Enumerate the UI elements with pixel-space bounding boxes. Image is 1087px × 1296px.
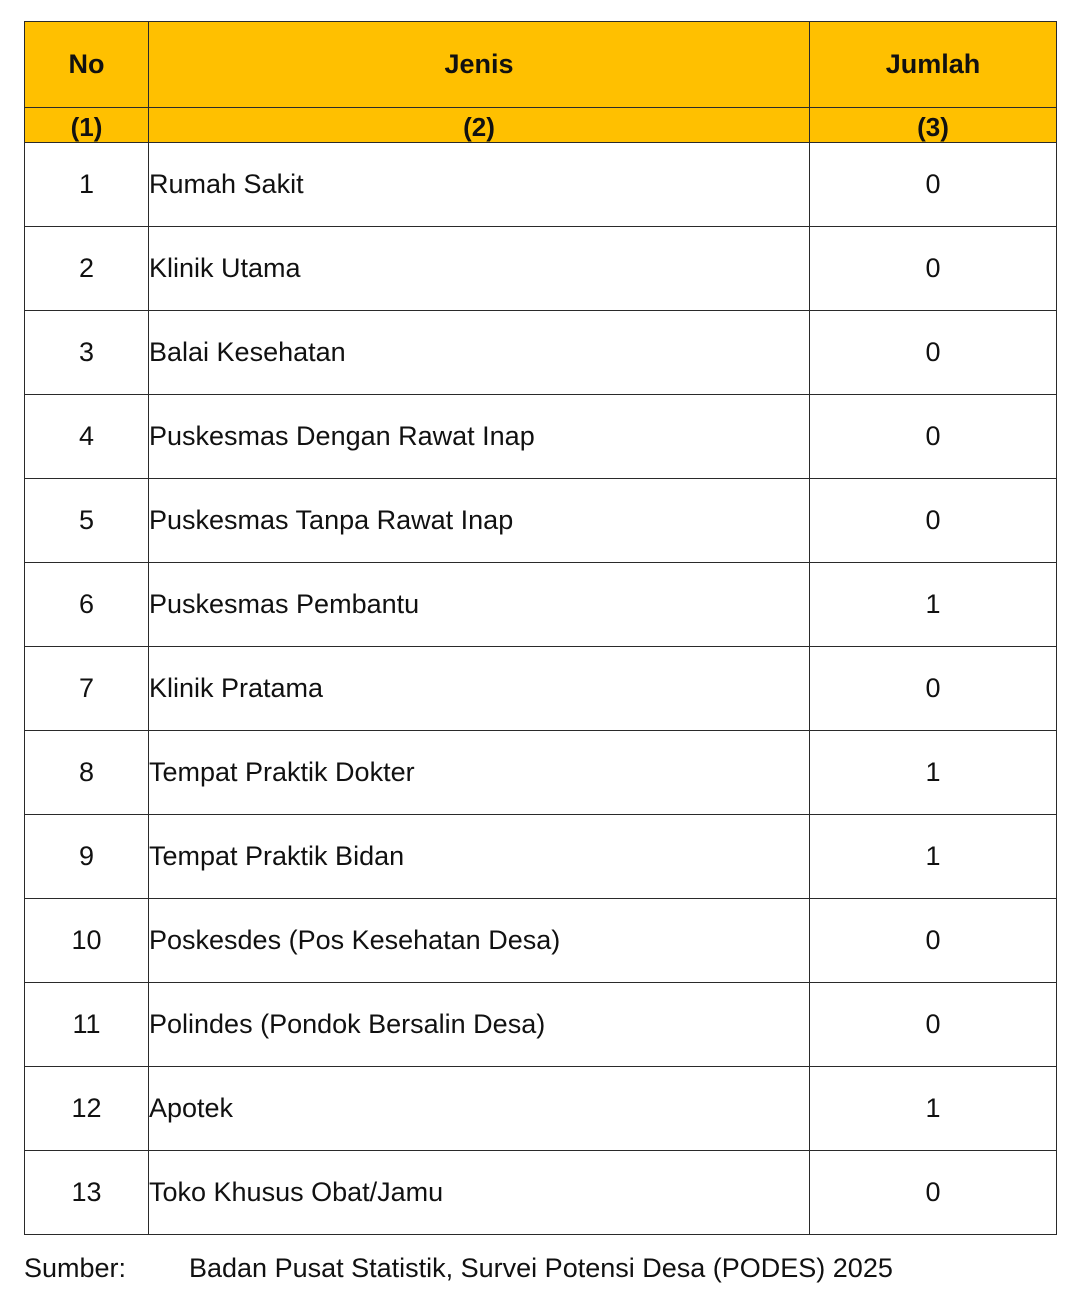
- cell-no: 13: [25, 1151, 149, 1235]
- header-jumlah: Jumlah: [810, 22, 1057, 108]
- cell-jenis: Tempat Praktik Dokter: [149, 731, 810, 815]
- cell-jenis: Polindes (Pondok Bersalin Desa): [149, 983, 810, 1067]
- cell-jumlah: 0: [810, 899, 1057, 983]
- table-row: [25, 1067, 1057, 1151]
- cell-no: 12: [25, 1067, 149, 1151]
- cell-jumlah: 1: [810, 815, 1057, 899]
- cell-jenis: Puskesmas Tanpa Rawat Inap: [149, 479, 810, 563]
- cell-jenis: Balai Kesehatan: [149, 311, 810, 395]
- cell-no: 9: [25, 815, 149, 899]
- table-row: [25, 227, 1057, 311]
- cell-jumlah: 0: [810, 983, 1057, 1067]
- table-row: [25, 479, 1057, 563]
- column-number-3: (3): [810, 108, 1057, 143]
- column-number-2: (2): [149, 108, 810, 143]
- cell-jumlah: 0: [810, 1151, 1057, 1235]
- cell-jenis: Apotek: [149, 1067, 810, 1151]
- source-note: [24, 1253, 893, 1284]
- table-body: [25, 143, 1057, 1235]
- cell-jumlah: 1: [810, 1067, 1057, 1151]
- table-row: [25, 983, 1057, 1067]
- cell-jumlah: 0: [810, 227, 1057, 311]
- column-number-row: [25, 108, 1057, 143]
- cell-jumlah: 1: [810, 563, 1057, 647]
- table-row: [25, 143, 1057, 227]
- cell-jenis: Toko Khusus Obat/Jamu: [149, 1151, 810, 1235]
- cell-no: 8: [25, 731, 149, 815]
- table-row: [25, 1151, 1057, 1235]
- cell-jumlah: 0: [810, 479, 1057, 563]
- cell-no: 10: [25, 899, 149, 983]
- cell-jumlah: 0: [810, 395, 1057, 479]
- cell-no: 2: [25, 227, 149, 311]
- cell-jenis: Klinik Utama: [149, 227, 810, 311]
- table-row: [25, 395, 1057, 479]
- table-header-row: [25, 22, 1057, 108]
- cell-no: 6: [25, 563, 149, 647]
- table-row: [25, 563, 1057, 647]
- source-label: Sumber:: [24, 1253, 127, 1283]
- cell-jenis: Puskesmas Dengan Rawat Inap: [149, 395, 810, 479]
- cell-no: 7: [25, 647, 149, 731]
- header-jenis: Jenis: [149, 22, 810, 108]
- header-no: No: [25, 22, 149, 108]
- table-row: [25, 311, 1057, 395]
- cell-jenis: Poskesdes (Pos Kesehatan Desa): [149, 899, 810, 983]
- cell-jenis: Tempat Praktik Bidan: [149, 815, 810, 899]
- cell-jumlah: 0: [810, 311, 1057, 395]
- cell-jenis: Rumah Sakit: [149, 143, 810, 227]
- cell-jenis: Puskesmas Pembantu: [149, 563, 810, 647]
- cell-no: 4: [25, 395, 149, 479]
- table-row: [25, 815, 1057, 899]
- health-facilities-table: [24, 21, 1057, 1235]
- table-row: [25, 647, 1057, 731]
- column-number-1: (1): [25, 108, 149, 143]
- cell-no: 5: [25, 479, 149, 563]
- source-text: Badan Pusat Statistik, Survei Potensi Desa (PODES) 2025: [189, 1253, 893, 1283]
- cell-no: 1: [25, 143, 149, 227]
- cell-jumlah: 0: [810, 143, 1057, 227]
- cell-no: 11: [25, 983, 149, 1067]
- table-row: [25, 899, 1057, 983]
- cell-jumlah: 0: [810, 647, 1057, 731]
- cell-no: 3: [25, 311, 149, 395]
- cell-jumlah: 1: [810, 731, 1057, 815]
- cell-jenis: Klinik Pratama: [149, 647, 810, 731]
- table-row: [25, 731, 1057, 815]
